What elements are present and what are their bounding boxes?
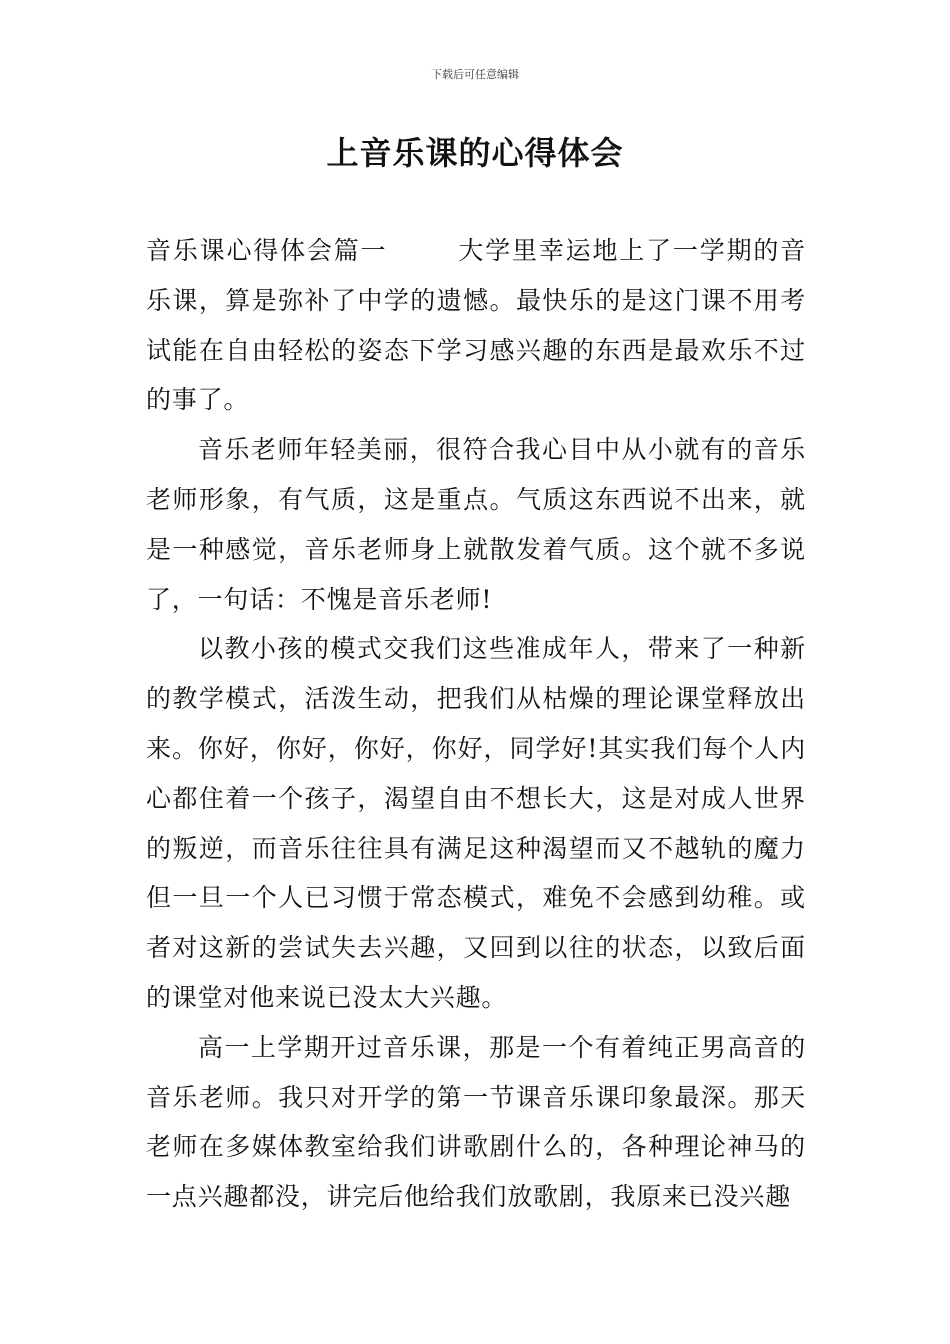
document-title: 上音乐课的心得体会 — [326, 134, 624, 172]
paragraph-1-text: 大学里幸运地上了一学期的音乐课，算是弥补了中学的遗憾。最快乐的是这门课不用考试能在自由轻松的姿态下学习感兴趣的东西是最欢乐不过的事了。 — [146, 236, 807, 415]
page-header-note: 下载后可任意编辑 — [431, 68, 519, 81]
document-body — [146, 226, 806, 1222]
paragraph-3: 以教小孩的模式交我们这些准成年人，带来了一种新的教学模式，活泼生动，把我们从枯燥的理论课堂释放出来。你好，你好，你好，你好，同学好!其实我们每个人内心都住着一个孩子，渴望自由不想长大，这是对成人世界的叛逆，而音乐往往具有满足这种渴望而又不越轨的魔力但一旦一个人已习惯于常态模式，难免不会感到幼稚。或者对这新的尝试失去兴趣，又回到以往的状态，以致后面的课堂对他来说已没太大兴趣。 — [146, 634, 806, 1012]
paragraph-1 — [146, 226, 806, 425]
section-label: 音乐课心得体会篇一 — [146, 236, 388, 265]
paragraph-4: 高一上学期开过音乐课，那是一个有着纯正男高音的音乐老师。我只对开学的第一节课音乐课印象最深。那天老师在多媒体教室给我们讲歌剧什么的，各种理论神马的一点兴趣都没，讲完后他给我们放歌剧，我原来已没兴趣 — [146, 1032, 806, 1212]
paragraph-2: 音乐老师年轻美丽，很符合我心目中从小就有的音乐老师形象，有气质，这是重点。气质这东西说不出来，就是一种感觉，音乐老师身上就散发着气质。这个就不多说了，一句话：不愧是音乐老师! — [146, 435, 806, 614]
